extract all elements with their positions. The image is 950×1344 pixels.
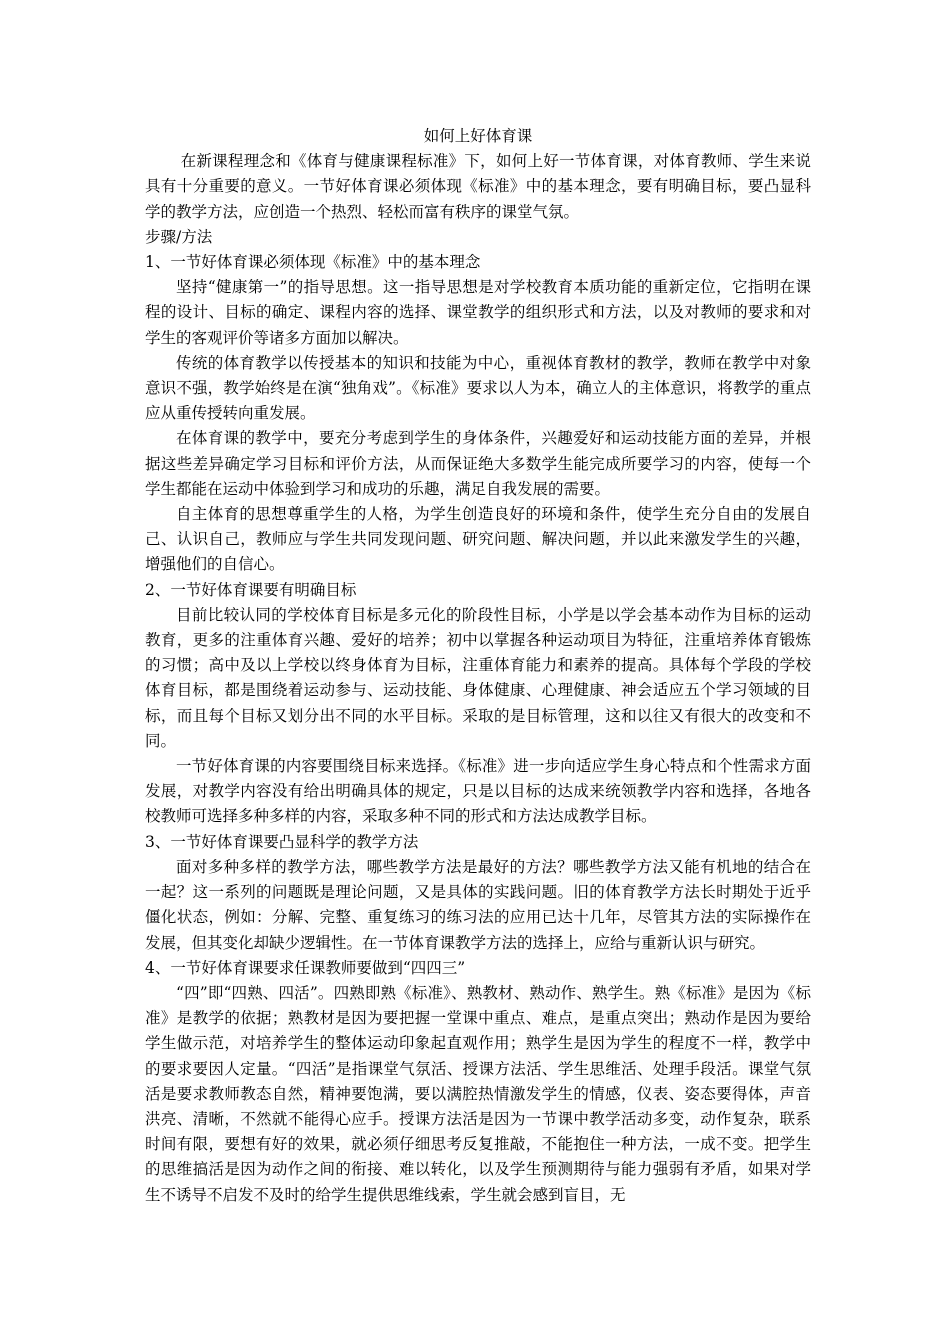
- section-heading-2: 2、一节好体育课要有明确目标: [145, 580, 357, 599]
- section-1-paragraph-2: 传统的体育教学以传授基本的知识和技能为中心，重视体育教材的教学，教师在教学中对象意识不强，教学始终是在演“独角戏”。《标准》要求以人为本，确立人的主体意识，将教学的重点应从重传授转向重发展。: [145, 353, 811, 423]
- section-heading-1: 1、一节好体育课必须体现《标准》中的基本理念: [145, 253, 481, 272]
- section-4-paragraph-1: “四”即“四熟、四活”。四熟即熟《标准》、熟教材、熟动作、熟学生。熟《标准》是因为《标准》是教学的依据；熟教材是因为要把握一堂课中重点、难点，是重点突出；熟动作是因为要给学生做示范，对培养学生的整体运动印象起直观作用；熟学生是因为学生的程度不一样，教学中的要求要因人定量。“四活”是指课堂气氛活、授课方法活、学生思维活、处理手段活。课堂气氛活是要求教师教态自然，精神要饱满，要以满腔热情激发学生的情感，仪表、姿态要得体，声音洪亮、清晰，不然就不能得心应手。授课方法活是因为一节课中教学活动多变，动作复杂，联系时间有限，要想有好的效果，就必须仔细思考反复推敲，不能抱住一种方法，一成不变。把学生的思维搞活是因为动作之间的衔接、难以转化，以及学生预测期待与能力强弱有矛盾，如果对学生不诱导不启发不及时的给学生提供思维线索，学生就会感到盲目，无: [145, 983, 811, 1204]
- section-heading-3: 3、一节好体育课要凸显科学的教学方法: [145, 832, 419, 851]
- document-page: [145, 124, 811, 1208]
- steps-label: 步骤/方法: [145, 227, 213, 246]
- document-title: 如何上好体育课: [423, 127, 533, 145]
- section-1-paragraph-1: 坚持“健康第一”的指导思想。这一指导思想是对学校教育本质功能的重新定位，它指明在课程的设计、目标的确定、课程内容的选择、课堂教学的组织形式和方法，以及对教师的要求和对学生的客观评价等诸多方面加以解决。: [145, 278, 811, 347]
- section-2-paragraph-2: 一节好体育课的内容要围绕目标来选择。《标准》进一步向适应学生身心特点和个性需求方面发展，对教学内容没有给出明确具体的规定，只是以目标的达成来统领教学内容和选择，各地各校教师可选择多种多样的内容，采取多种不同的形式和方法达成教学目标。: [145, 757, 811, 826]
- section-3-paragraph-1: 面对多种多样的教学方法，哪些教学方法是最好的方法？哪些教学方法又能有机地的结合在一起？这一系列的问题既是理论问题，又是具体的实践问题。旧的体育教学方法长时期处于近乎僵化状态，例如：分解、完整、重复练习的练习法的应用已达十几年，尽管其方法的实际操作在发展，但其变化却缺少逻辑性。在一节体育课教学方法的选择上，应给与重新认识与研究。: [145, 857, 811, 952]
- intro-paragraph: 在新课程理念和《体育与健康课程标准》下，如何上好一节体育课，对体育教师、学生来说具有十分重要的意义。一节好体育课必须体现《标准》中的基本理念，要有明确目标，要凸显科学的教学方法，应创造一个热烈、轻松而富有秩序的课堂气氛。: [145, 152, 811, 221]
- section-1-paragraph-4: 自主体育的思想尊重学生的人格，为学生创造良好的环境和条件，使学生充分自由的发展自己、认识自己，教师应与学生共同发现问题、研究问题、解决问题，并以此来激发学生的兴趣，增强他们的自信心。: [145, 505, 811, 574]
- section-heading-4: 4、一节好体育课要求任课教师要做到“四四三”: [145, 958, 466, 977]
- section-2-paragraph-1: 目前比较认同的学校体育目标是多元化的阶段性目标，小学是以学会基本动作为目标的运动教育，更多的注重体育兴趣、爱好的培养；初中以掌握各种运动项目为特征，注重培养体育锻炼的习惯；高中及以上学校以终身体育为目标，注重体育能力和素养的提高。具体每个学段的学校体育目标，都是围绕着运动参与、运动技能、身体健康、心理健康、神会适应五个学习领域的目标，而且每个目标又划分出不同的水平目标。采取的是目标管理，这和以往又有很大的改变和不同。: [145, 605, 811, 750]
- section-1-paragraph-3: 在体育课的教学中，要充分考虑到学生的身体条件，兴趣爱好和运动技能方面的差异，并根据这些差异确定学习目标和评价方法，从而保证绝大多数学生能完成所要学习的内容，使每一个学生都能在运动中体验到学习和成功的乐趣，满足自我发展的需要。: [145, 429, 811, 498]
